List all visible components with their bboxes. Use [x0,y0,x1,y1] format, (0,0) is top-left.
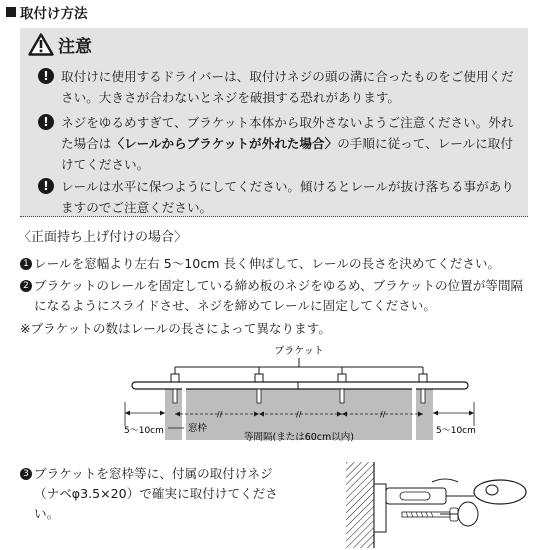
section-title-text: 取付け方法 [20,6,88,22]
caution-item-text: レールは水平に保つようにしてください。傾けるとレールが抜け落ちる事がありますのでご注意ください。 [61,179,514,215]
step-number-icon: 3 [20,468,32,480]
exclamation-circle-icon: ! [38,178,54,194]
svg-text://: // [217,410,223,419]
caution-item-text-lead: ネジをゆるめすぎて、ブラケット本体から取外さないようご注意ください。外れた場合は [61,115,514,151]
wall-mount-illustration [340,462,540,548]
caution-item-text: 取付けに使用するドライバーは、取付けネジの頭の溝に合ったものをご使用ください。大きさが合わないとネジを破損する恐れがあります。 [61,69,514,105]
bracket-plate-shape [374,484,386,532]
section-title [6,2,88,22]
remark: ※ブラケットの数はレールの長さによって異なります。 [20,321,331,336]
caution-item-text-tail: の手順に従って、レールに取付けてください。 [61,136,513,172]
screwdriver-icon [458,502,478,526]
caution-title: 注意 [58,37,92,57]
step-text: ブラケットのレールを固定している締め板のネジをゆるめ、ブラケットの位置が等間隔になるようにスライドさせ、ネジを締めてレールに固定してください。 [34,278,524,313]
rail-profile-shape [474,480,526,504]
svg-text://: // [296,410,302,419]
bracket-shape [171,374,179,382]
right-margin-label: 5〜10cm [436,426,476,436]
caution-item [38,112,521,175]
wall-shape [346,462,374,548]
left-margin-label: 5〜10cm [124,426,164,436]
rail-diagram [120,340,480,450]
square-bullet-icon [6,7,16,17]
caution-item [38,176,521,218]
step-number-icon: 2 [20,280,32,292]
rail-shape [132,382,468,389]
bracket-shape [255,374,263,382]
step-item [20,276,524,316]
exclamation-circle-icon: ! [38,68,54,84]
warning-triangle-icon [28,33,54,56]
bracket-label: ブラケット [274,346,324,357]
caution-item-text-bold: 〈レールからブラケットが外れた場合〉 [111,136,338,151]
svg-text://: // [380,410,386,419]
window-frame-label: 窓枠 [188,423,208,434]
caution-header [28,32,92,57]
caution-box [20,28,528,217]
step-text: レールを窓幅より左右 5〜10cm 長く伸ばして、レールの長さを決めてください。 [34,256,501,271]
caution-item [38,66,521,108]
step-number-icon: 1 [20,258,32,270]
step-item [20,464,296,524]
step-item [20,254,544,274]
bracket-shape [338,374,346,382]
subheading: 〈正面持ち上げ付けの場合〉 [18,230,188,245]
exclamation-circle-icon: ! [38,114,54,130]
caution-item-text [61,112,521,175]
bracket-shape [419,374,427,382]
spacing-label: 等間隔(または60cm以内) [244,432,354,443]
step-text: ブラケットを窓枠等に、付属の取付けネジ（ナベφ3.5×20）で確実に取付けてください。 [34,466,278,521]
